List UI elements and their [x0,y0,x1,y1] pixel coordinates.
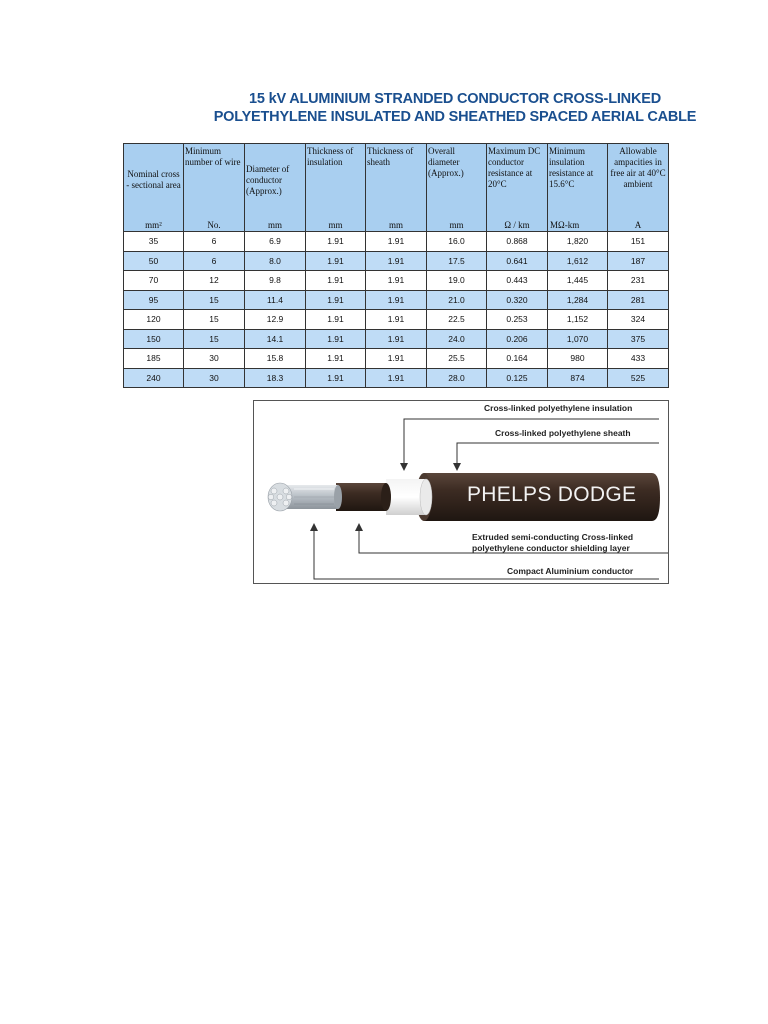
table-cell: 1.91 [306,232,366,252]
table-row [124,251,669,271]
table-cell: 375 [608,329,669,349]
table-cell: 151 [608,232,669,252]
cable-diagram [253,400,669,584]
table-cell: 1,612 [548,251,608,271]
table-cell: 21.0 [427,290,487,310]
header-overall-diameter: Overall diameter (Approx.) [427,144,487,215]
table-cell: 874 [548,368,608,388]
table-cell: 6 [184,232,245,252]
title-line-2: POLYETHYLENE INSULATED AND SHEATHED SPACED AERIAL CABLE [213,109,697,125]
brand-logo-text: PHELPS DODGE [467,483,637,506]
shield-label-line-1: Extruded semi-conducting Cross-linked [472,532,634,542]
table-row [124,290,669,310]
table-cell: 1.91 [366,310,427,330]
table-cell: 1.91 [306,290,366,310]
insulation-label-pointer [400,419,659,471]
table-body [124,232,669,388]
table-cell: 187 [608,251,669,271]
unit-resistance: Ω / km [487,214,548,232]
table-cell: 6.9 [245,232,306,252]
header-wire-count: Minimum number of wire [184,144,245,215]
table-cell: 185 [124,349,184,369]
header-sheath-thickness: Thickness of sheath [366,144,427,215]
table-cell: 1.91 [366,368,427,388]
table-cell: 1,445 [548,271,608,291]
table-cell: 12 [184,271,245,291]
table-cell: 433 [608,349,669,369]
table-row [124,271,669,291]
table-cell: 231 [608,271,669,291]
header-area: Nominal cross - sectional area [124,144,184,215]
table-cell: 0.443 [487,271,548,291]
table-cell: 95 [124,290,184,310]
table-cell: 1.91 [366,232,427,252]
unit-insulation: mm [306,214,366,232]
sheath-label: Cross-linked polyethylene sheath [495,428,631,438]
table-cell: 35 [124,232,184,252]
table-cell: 15 [184,290,245,310]
table-cell: 240 [124,368,184,388]
table-row [124,232,669,252]
table-cell: 18.3 [245,368,306,388]
table-row [124,310,669,330]
table-cell: 8.0 [245,251,306,271]
table-cell: 17.5 [427,251,487,271]
header-insulation-resistance: Minimum insulation resistance at 15.6°C [548,144,608,215]
sheath-label-pointer [453,443,659,471]
table-cell: 1.91 [306,310,366,330]
table-cell: 1.91 [306,349,366,369]
table-cell: 0.206 [487,329,548,349]
table-cell: 980 [548,349,608,369]
table-row [124,368,669,388]
conductor-label: Compact Aluminium conductor [507,566,634,576]
header-insulation-thickness: Thickness of insulation [306,144,366,215]
table-cell: 1.91 [366,251,427,271]
table-cell: 6 [184,251,245,271]
cable-spec-table [123,143,669,388]
table-cell: 1.91 [306,329,366,349]
table-cell: 1.91 [366,271,427,291]
table-cell: 1,284 [548,290,608,310]
insulation-label: Cross-linked polyethylene insulation [484,403,633,413]
table-cell: 525 [608,368,669,388]
table-cell: 15 [184,310,245,330]
table-cell: 0.868 [487,232,548,252]
table-row [124,349,669,369]
table-cell: 9.8 [245,271,306,291]
header-conductor-diameter: Diameter of conductor (Approx.) [245,144,306,215]
table-cell: 16.0 [427,232,487,252]
table-cell: 1.91 [306,368,366,388]
table-cell: 30 [184,368,245,388]
header-dc-resistance: Maximum DC conductor resistance at 20°C [487,144,548,215]
shield-label-line-2: polyethylene conductor shielding layer [472,543,630,553]
table-cell: 281 [608,290,669,310]
table-cell: 120 [124,310,184,330]
header-ampacity: Allowable ampacities in free air at 40°C ambient [608,144,669,215]
table-cell: 28.0 [427,368,487,388]
unit-sheath: mm [366,214,427,232]
unit-area: mm² [124,214,184,232]
table-cell: 14.1 [245,329,306,349]
table-cell: 25.5 [427,349,487,369]
unit-overall: mm [427,214,487,232]
table-cell: 0.125 [487,368,548,388]
table-cell: 1.91 [366,349,427,369]
table-cell: 50 [124,251,184,271]
table-cell: 150 [124,329,184,349]
table-cell: 1,152 [548,310,608,330]
table-cell: 70 [124,271,184,291]
unit-ampacity: A [608,214,669,232]
table-cell: 1.91 [366,290,427,310]
table-cell: 1,070 [548,329,608,349]
unit-diameter: mm [245,214,306,232]
table-cell: 1.91 [366,329,427,349]
table-cell: 12.9 [245,310,306,330]
unit-insulation-resistance: MΩ-km [548,214,608,232]
document-title [200,90,710,126]
table-cell: 30 [184,349,245,369]
table-cell: 0.320 [487,290,548,310]
table-cell: 24.0 [427,329,487,349]
unit-wire: No. [184,214,245,232]
table-cell: 15.8 [245,349,306,369]
table-cell: 1.91 [306,271,366,291]
table-cell: 1,820 [548,232,608,252]
table-cell: 19.0 [427,271,487,291]
table-cell: 324 [608,310,669,330]
table-cell: 0.164 [487,349,548,369]
table-row [124,329,669,349]
table-cell: 0.253 [487,310,548,330]
table-cell: 0.641 [487,251,548,271]
table-cell: 22.5 [427,310,487,330]
table-cell: 11.4 [245,290,306,310]
table-cell: 15 [184,329,245,349]
title-line-1: 15 kV ALUMINIUM STRANDED CONDUCTOR CROSS-LINKED [249,91,661,107]
table-cell: 1.91 [306,251,366,271]
